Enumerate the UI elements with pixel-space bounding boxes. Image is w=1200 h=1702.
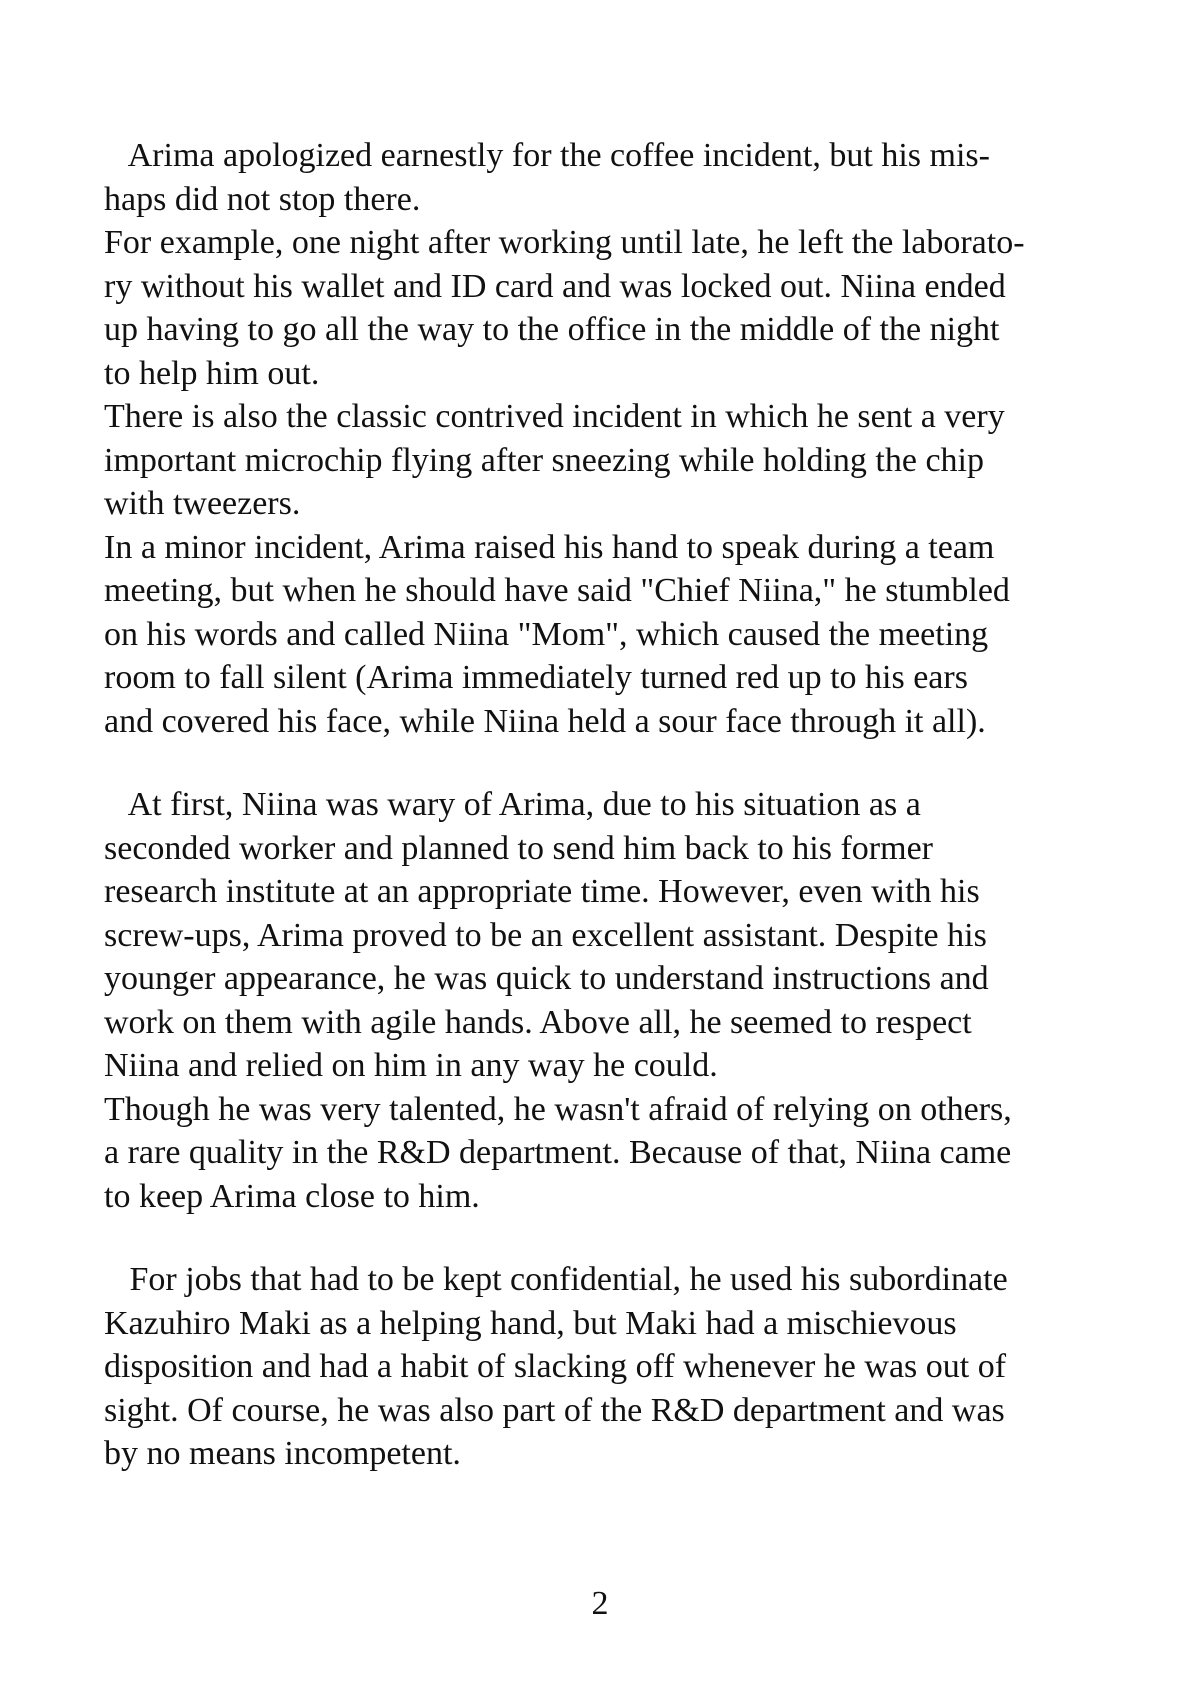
text-line: For example, one night after working until late, he left the laborato- bbox=[104, 224, 1025, 261]
text-line: meeting, but when he should have said "Chief Niina," he stumbled bbox=[104, 572, 1010, 609]
text-line: At first, Niina was wary of Arima, due to his situation as a bbox=[104, 786, 921, 823]
text-line: screw-ups, Arima proved to be an excellent assistant. Despite his bbox=[104, 916, 987, 954]
text-line: Though he was very talented, he wasn't afraid of relying on others, bbox=[104, 1090, 1012, 1128]
paragraph-group-1 bbox=[104, 134, 1104, 743]
text-line: disposition and had a habit of slacking off whenever he was out of bbox=[104, 1348, 1007, 1385]
text-line: on his words and called Niina "Mom", which caused the meeting bbox=[104, 615, 989, 653]
text-line: Kazuhiro Maki as a helping hand, but Maki had a mischievous bbox=[104, 1304, 957, 1342]
text-line: to keep Arima close to him. bbox=[104, 1177, 480, 1215]
text-line: haps did not stop there. bbox=[104, 180, 421, 218]
text-line: up having to go all the way to the office in the middle of the night bbox=[104, 311, 1000, 348]
text-line: In a minor incident, Arima raised his hand to speak during a team bbox=[104, 528, 995, 566]
text-line: Arima apologized earnestly for the coffee incident, but his mis- bbox=[104, 137, 990, 174]
text-line: work on them with agile hands. Above all, he seemed to respect bbox=[104, 1003, 972, 1041]
text-line: seconded worker and planned to send him back to his former bbox=[104, 829, 933, 867]
text-line: room to fall silent (Arima immediately turned red up to his ears bbox=[104, 659, 968, 696]
text-line: to help him out. bbox=[104, 354, 320, 392]
text-line: by no means incompetent. bbox=[104, 1435, 461, 1472]
text-line: research institute at an appropriate time. However, even with his bbox=[104, 873, 980, 910]
text-line: younger appearance, he was quick to understand instructions and bbox=[104, 960, 989, 997]
text-line: a rare quality in the R&D department. Because of that, Niina came bbox=[104, 1134, 1012, 1171]
text-line: Niina and relied on him in any way he could. bbox=[104, 1047, 718, 1084]
page-number: 2 bbox=[591, 1585, 609, 1622]
text-line: and covered his face, while Niina held a sour face through it all). bbox=[104, 702, 986, 740]
text-line: For jobs that had to be kept confidential, he used his subordinate bbox=[104, 1261, 1008, 1298]
text-line: with tweezers. bbox=[104, 485, 301, 522]
text-line: ry without his wallet and ID card and was locked out. Niina ended bbox=[104, 267, 1006, 305]
text-line: sight. Of course, he was also part of the R&D department and was bbox=[104, 1391, 1005, 1429]
text-line: important microchip flying after sneezing while holding the chip bbox=[104, 441, 984, 479]
paragraph-group-2 bbox=[104, 783, 1104, 1218]
text-line: There is also the classic contrived incident in which he sent a very bbox=[104, 398, 1005, 435]
paragraph-group-3 bbox=[104, 1258, 1104, 1476]
